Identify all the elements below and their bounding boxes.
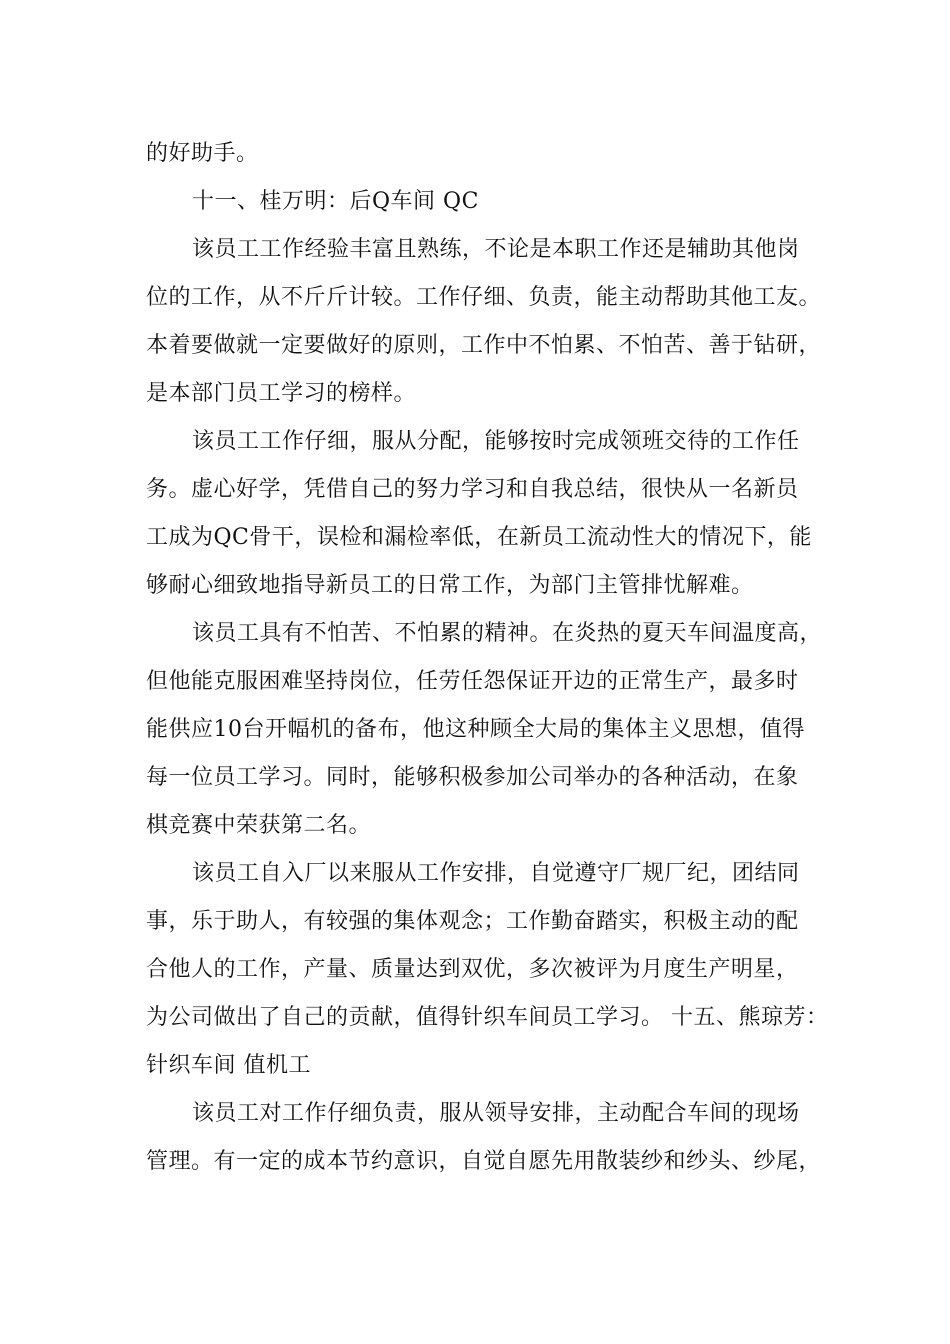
text-line: 该员工对工作仔细负责，服从领导安排，主动配合车间的现场 xyxy=(192,1101,800,1126)
text-line: 是本部门员工学习的榜样。 xyxy=(146,381,417,406)
text-line: 该员工工作经验丰富且熟练，不论是本职工作还是辅助其他岗 xyxy=(192,237,800,262)
text-line: 管理。有一定的成本节约意识，自觉自愿先用散装纱和纱头、纱尾， xyxy=(146,1149,822,1174)
text-line: 事，乐于助人，有较强的集体观念；工作勤奋踏实，积极主动的配 xyxy=(146,909,799,934)
text-line: 该员工自入厂以来服从工作安排，自觉遵守厂规厂纪，团结同 xyxy=(192,861,800,886)
text-line: 每一位员工学习。同时，能够积极参加公司举办的各种活动，在象 xyxy=(146,765,799,790)
section-heading: 十一、桂万明：后Q车间 QC xyxy=(192,189,479,214)
text-line: 该员工工作仔细，服从分配，能够按时完成领班交待的工作任 xyxy=(192,429,800,454)
text-line: 够耐心细致地指导新员工的日常工作，为部门主管排忧解难。 xyxy=(146,573,754,598)
text-line: 位的工作，从不斤斤计较。工作仔细、负责，能主动帮助其他工友。 xyxy=(146,285,822,310)
text-line: 务。虚心好学，凭借自己的努力学习和自我总结，很快从一名新员 xyxy=(146,477,799,502)
text-line: 的好助手。 xyxy=(146,141,259,166)
document-body xyxy=(146,130,829,1186)
text-line: 能供应10台开幅机的备布，他这种顾全大局的集体主义思想，值得 xyxy=(146,717,805,742)
text-line: 为公司做出了自己的贡献，值得针织车间员工学习。 十五、熊琼芳： xyxy=(146,1005,829,1030)
section-heading: 针织车间 值机工 xyxy=(146,1053,311,1078)
text-line: 但他能克服困难坚持岗位，任劳任怨保证开边的正常生产，最多时 xyxy=(146,669,799,694)
text-line: 本着要做就一定要做好的原则，工作中不怕累、不怕苦、善于钻研， xyxy=(146,333,822,358)
text-line: 棋竞赛中荣获第二名。 xyxy=(146,813,372,838)
text-line: 合他人的工作，产量、质量达到双优，多次被评为月度生产明星， xyxy=(146,957,799,982)
text-line: 工成为QC骨干，误检和漏检率低，在新员工流动性大的情况下，能 xyxy=(146,525,812,550)
text-line: 该员工具有不怕苦、不怕累的精神。在炎热的夏天车间温度高， xyxy=(192,621,823,646)
